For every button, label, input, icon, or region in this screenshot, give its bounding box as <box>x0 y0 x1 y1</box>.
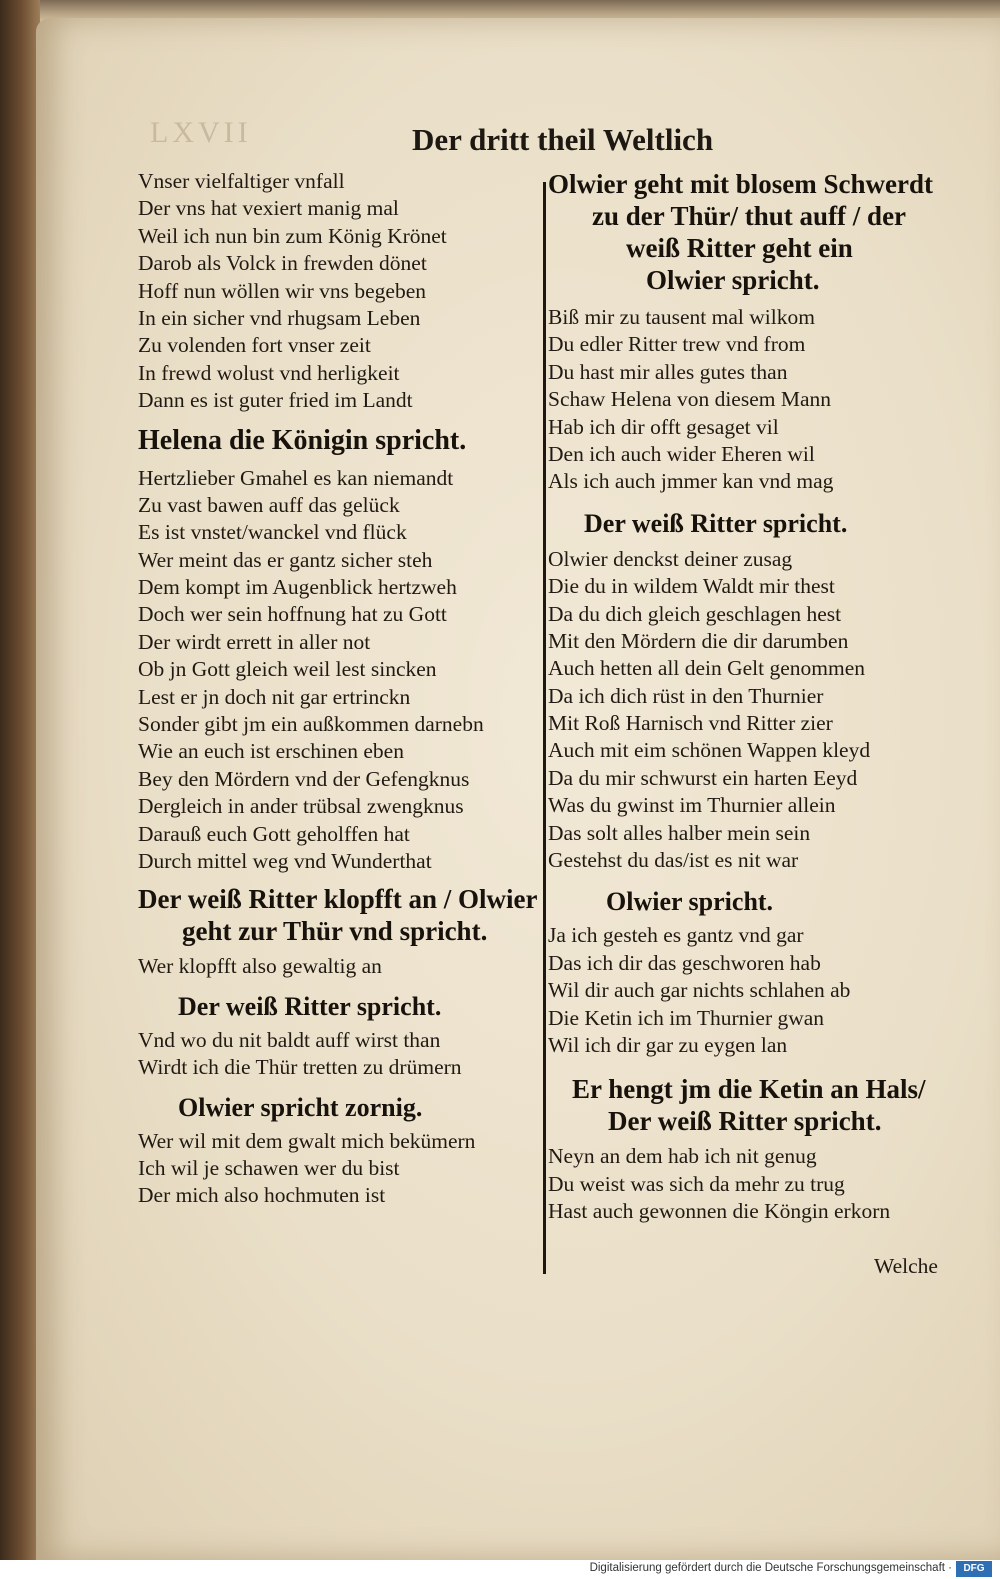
verse-line: Was du gwinst im Thurnier allein <box>548 793 836 818</box>
stanza <box>138 953 538 980</box>
verse-line: Hoff nun wöllen wir vns begeben <box>138 278 427 303</box>
verse-line: Das ich dir das geschworen hab <box>548 950 821 975</box>
verse-line: Olwier denckst deiner zusag <box>548 546 793 571</box>
verse-line: Als ich auch jmmer kan vnd mag <box>548 469 834 494</box>
verse-line: Auch hetten all dein Gelt genommen <box>548 656 866 681</box>
verse-line: Weil ich nun bin zum König Krönet <box>138 223 447 248</box>
verse-line: Wil dir auch gar nichts schlahen ab <box>548 978 851 1003</box>
verse-line: Vnd wo du nit baldt auff wirst than <box>138 1027 441 1052</box>
verse-line: Durch mittel weg vnd Wunderthat <box>138 848 432 873</box>
verse-line: Hab ich dir offt gesaget vil <box>548 414 779 439</box>
stanza <box>138 1128 538 1210</box>
verse-line: Du edler Ritter trew vnd from <box>548 332 806 357</box>
speaker-heading: Olwier spricht zornig. <box>178 1092 423 1122</box>
stage-direction: zu der Thür/ thut auff / der <box>592 201 907 231</box>
verse-line: Ja ich gesteh es gantz vnd gar <box>548 923 804 948</box>
verse-line: Schaw Helena von diesem Mann <box>548 387 832 412</box>
verse-line: In ein sicher vnd rhugsam Leben <box>138 305 421 330</box>
verse-line: Neyn an dem hab ich nit genug <box>548 1144 817 1169</box>
right-column <box>548 168 948 1226</box>
verse-line: Da du dich gleich geschlagen hest <box>548 601 842 626</box>
stanza <box>548 546 948 875</box>
verse-line: Doch wer sein hoffnung hat zu Gott <box>138 602 447 627</box>
stanza <box>138 168 538 415</box>
verse-line: Das solt alles halber mein sein <box>548 820 811 845</box>
verse-line: Gestehst du das/ist es nit war <box>548 848 799 873</box>
stage-direction: Der weiß Ritter klopfft an / Olwier <box>138 884 538 915</box>
verse-line: Mit Roß Harnisch vnd Ritter zier <box>548 711 833 736</box>
verse-line: Vnser vielfaltiger vnfall <box>138 169 345 193</box>
speaker-heading: Olwier spricht. <box>606 887 774 917</box>
footer-credit: Digitalisierung gefördert durch die Deutsche Forschungsgemeinschaft · <box>589 1562 952 1574</box>
stanza <box>548 922 948 1059</box>
verse-line: Du weist was sich da mehr zu trug <box>548 1171 845 1196</box>
verse-line: Auch mit eim schönen Wappen kleyd <box>548 738 871 763</box>
verse-line: Wirdt ich die Thür tretten zu drümern <box>138 1055 462 1080</box>
verse-line: Sonder gibt jm ein außkommen darnebn <box>138 712 484 737</box>
stanza <box>138 465 538 876</box>
verse-line: Da du mir schwurst ein harten Eeyd <box>548 765 858 790</box>
verse-line: Hast auch gewonnen die Köngin erkorn <box>548 1199 891 1224</box>
stanza <box>548 1143 948 1225</box>
verse-line: Wil ich dir gar zu eygen lan <box>548 1032 788 1057</box>
stanza <box>138 1027 538 1082</box>
verse-line: Zu volenden fort vnser zeit <box>138 333 371 358</box>
verse-line: Dergleich in ander trübsal zwengknus <box>138 794 464 819</box>
verse-line: Es ist vnstet/wanckel vnd flück <box>138 520 407 545</box>
verse-line: Bey den Mördern vnd der Gefengknus <box>138 766 470 791</box>
verse-line: Dann es ist guter fried im Landt <box>138 388 413 413</box>
verse-line: Ich wil je schawen wer du bist <box>138 1155 400 1180</box>
verse-line: Du hast mir alles gutes than <box>548 359 788 384</box>
verse-line: Mit den Mördern die dir darumben <box>548 628 849 653</box>
verse-line: Biß mir zu tausent mal wilkom <box>548 305 815 329</box>
speaker-heading: Helena die Königin spricht. <box>138 424 467 456</box>
left-column <box>138 168 538 1210</box>
verse-line: Wer wil mit dem gwalt mich bekümern <box>138 1128 476 1153</box>
verse-line: Der wirdt errett in aller not <box>138 629 371 654</box>
catchword: Welche <box>874 1254 938 1278</box>
verse-line: Darob als Volck in frewden dönet <box>138 251 427 276</box>
verse-line: Hertzlieber Gmahel es kan niemandt <box>138 465 454 490</box>
verse-line: Den ich auch wider Eheren wil <box>548 441 815 466</box>
speaker-heading: Der weiß Ritter spricht. <box>608 1106 882 1137</box>
verse-line: Zu vast bawen auff das gelück <box>138 492 400 517</box>
speaker-heading: Der weiß Ritter spricht. <box>178 991 442 1021</box>
verse-line: Die du in wildem Waldt mir thest <box>548 574 835 599</box>
stage-direction: geht zur Thür vnd spricht. <box>182 916 488 947</box>
stanza <box>548 304 948 496</box>
verse-line: Der mich also hochmuten ist <box>138 1183 386 1208</box>
stage-direction: Olwier geht mit blosem Schwerdt <box>548 169 933 199</box>
speaker-heading: Olwier spricht. <box>646 265 820 295</box>
verse-line: Lest er jn doch nit gar ertrinckn <box>138 684 411 709</box>
stage-direction: Er hengt jm die Ketin an Hals/ <box>572 1074 926 1105</box>
verse-line: Ob jn Gott gleich weil lest sincken <box>138 657 437 682</box>
verse-line: Wer klopfft also gewaltig an <box>138 954 382 979</box>
column-rule <box>543 182 546 1274</box>
verse-line: Wer meint das er gantz sicher steh <box>138 547 433 572</box>
verse-line: Der vns hat vexiert manig mal <box>138 196 399 221</box>
verse-line: Die Ketin ich im Thurnier gwan <box>548 1005 825 1030</box>
verse-line: Da ich dich rüst in den Thurnier <box>548 683 824 708</box>
speaker-heading: Der weiß Ritter spricht. <box>584 508 848 538</box>
dfg-logo: DFG <box>956 1561 992 1577</box>
verse-line: Darauß euch Gott geholffen hat <box>138 821 410 846</box>
stage-direction: weiß Ritter geht ein <box>626 233 853 263</box>
page-number: LXVII <box>150 116 252 149</box>
verse-line: Dem kompt im Augenblick hertzweh <box>138 575 457 600</box>
running-head: Der dritt theil Weltlich <box>412 122 714 157</box>
verse-line: Wie an euch ist erschinen eben <box>138 739 404 764</box>
verse-line: In frewd wolust vnd herligkeit <box>138 360 400 385</box>
